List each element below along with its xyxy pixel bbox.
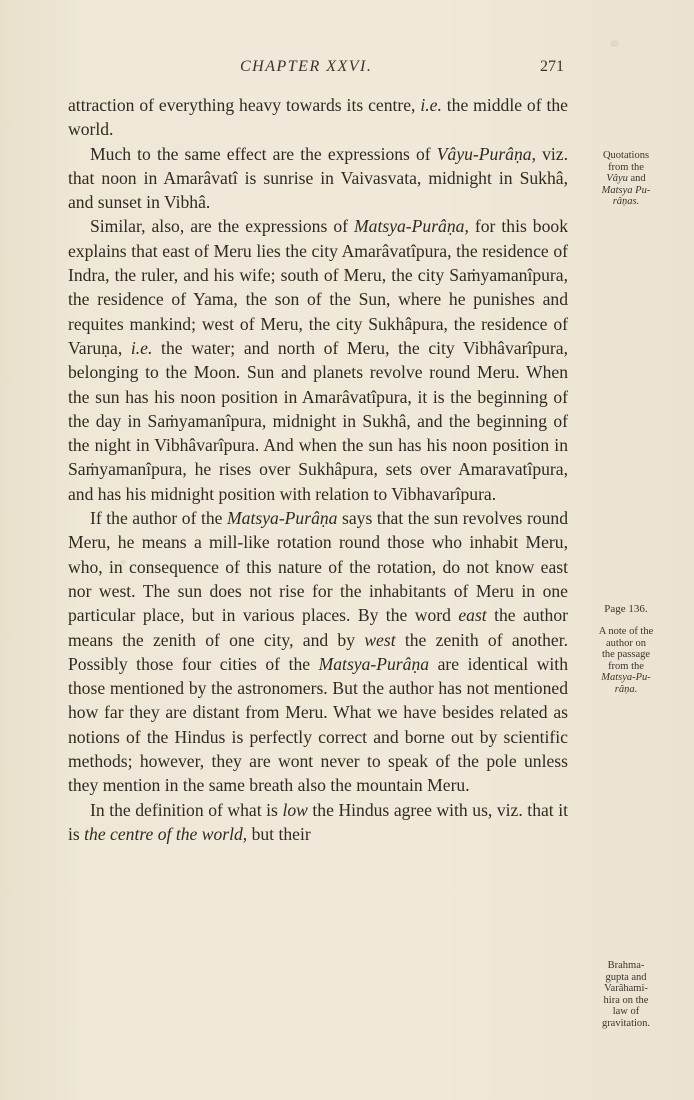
marginal-line <box>578 983 674 995</box>
italic-text: râṇas. <box>612 196 640 207</box>
italic-text: Matsya Pu- <box>601 184 651 196</box>
paragraph <box>68 142 568 215</box>
page-number: 271 <box>540 58 564 75</box>
italic-text: Vâyu-Purâṇa <box>436 143 532 164</box>
marginal-line <box>578 1006 674 1018</box>
marginal-note-gravitation <box>578 960 674 1029</box>
paragraph <box>68 506 568 798</box>
paragraph <box>68 93 568 142</box>
italic-text: low <box>282 799 308 820</box>
marginal-line <box>578 684 674 696</box>
text-run: , for this book explains that east of Meru lies the city Amarâvatîpura, the residence of Indra, the ruler, and his wife; south of Meru, the city Saṁyamanîpura, the residence of Yama, the son of the Sun, where he punishes and requites mankind; west of Meru, the city Sukhâpura, the residence of Varuṇa, <box>68 216 568 358</box>
italic-text: râṇa. <box>614 683 638 695</box>
marginal-line <box>578 173 674 185</box>
text-run: hira on the <box>603 994 649 1006</box>
text-run: Brahma- <box>607 960 645 971</box>
text-run: In the definition of what is <box>90 799 283 820</box>
marginal-line <box>578 672 674 684</box>
italic-text: Matsya-Purâṇa <box>354 216 465 237</box>
text-run: are identical with those mentioned by the astronomers. But the author has not mentioned how far they are distant from Meru. What we have besides related as notions of the Hindus is perfectly correct and borne out by scientific methods; however, they are wont never to speak of the pole unless they mention in the same breath also the mountain Meru. <box>68 653 568 796</box>
marginal-line <box>578 185 674 197</box>
running-head <box>0 58 694 80</box>
italic-text: Matsya-Pu- <box>601 672 651 683</box>
text-run: gravitation. <box>601 1017 651 1029</box>
marginal-line <box>578 972 674 984</box>
text-run: attraction of everything heavy towards its centre, <box>68 95 421 115</box>
marginal-note-author-note <box>578 626 674 695</box>
italic-text: Matsya-Purâṇa <box>227 508 338 529</box>
text-run: Much to the same effect are the expressions of <box>90 143 437 164</box>
text-run: , viz. that noon in Amarâvatî is sunrise in Vaivasvata, midnight in Sukhâ, and sunset in Vibhâ. <box>68 143 568 213</box>
body-text <box>68 93 568 846</box>
text-run: If the author of the <box>90 508 228 529</box>
marginal-line <box>578 162 674 174</box>
text-run: Varâhami- <box>604 983 648 994</box>
text-run: the zenith of another. Possibly those four cities of the <box>68 629 569 674</box>
text-run: the author means the zenith of one city, and by <box>68 605 568 650</box>
text-run: gupta and <box>605 971 647 983</box>
italic-text: i.e. <box>420 95 442 115</box>
italic-text: Vâyu <box>606 173 628 184</box>
text-run: Similar, also, are the expressions of <box>90 216 355 237</box>
text-run: Page 136. <box>604 603 648 615</box>
marginal-note-quotations <box>578 150 674 208</box>
text-run: A note of the <box>598 626 654 637</box>
italic-text: west <box>364 629 396 650</box>
marginal-line <box>578 1018 674 1030</box>
text-run: author on <box>606 637 646 649</box>
paragraph <box>68 214 568 506</box>
text-run: the passage <box>601 649 651 660</box>
marginal-line <box>578 604 674 616</box>
text-run: and <box>627 173 646 184</box>
text-run: , but their <box>242 823 311 844</box>
text-run: the Hindus agree with us, viz. that it is <box>68 799 569 844</box>
marginal-line <box>578 150 674 162</box>
marginal-note-page-ref <box>578 604 674 616</box>
marginal-line <box>578 661 674 673</box>
text-run: the water; and north of Meru, the city Vibhâvarîpura, belonging to the Moon. Sun and planets revolve round Meru. When the sun has his noon position in Amarâvatîpura, it is the beginning of the day in Saṁyamanîpura, midnight in Sukhâ, and the beginning of the night in Vibhâvarîpura. And when the sun has his noon position in Saṁyamanîpura, he rises over Sukhâpura, sets over Amaravatîpura, and has his midnight position with relation to Vibhavarîpura. <box>68 337 568 504</box>
marginal-line <box>578 196 674 208</box>
paragraph <box>68 798 568 847</box>
italic-text: east <box>458 605 487 626</box>
paper-stain <box>610 40 619 47</box>
italic-text: the centre of the world <box>84 823 243 844</box>
marginal-line <box>578 626 674 638</box>
text-run: says that the sun revolves round Meru, he means a mill-like rotation round those who inhabit Meru, who, in consequence of this nature of the rotation, do not know east nor west. The sun does not rise for the inhabitants of Meru in one particular place, but in various places. By the word <box>68 508 568 626</box>
marginal-line <box>578 649 674 661</box>
text-run: law of <box>612 1006 640 1017</box>
marginal-line <box>578 960 674 972</box>
italic-text: i.e. <box>130 337 153 358</box>
italic-text: Matsya-Purâṇa <box>318 653 430 674</box>
text-run: Quotations <box>602 150 650 161</box>
chapter-title: CHAPTER XXVI. <box>240 58 373 75</box>
text-run: from the <box>608 161 644 173</box>
text-run: the middle of the world. <box>68 95 568 140</box>
marginal-line <box>578 995 674 1007</box>
marginal-line <box>578 638 674 650</box>
text-run: from the <box>608 660 644 672</box>
